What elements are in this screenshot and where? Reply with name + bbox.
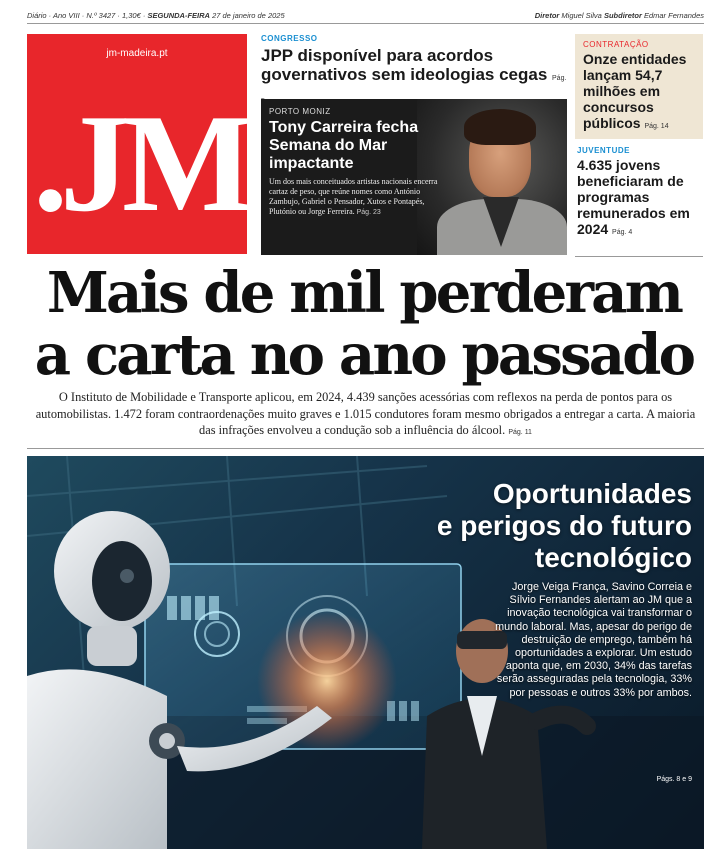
- story-kicker: CONGRESSO: [261, 34, 318, 43]
- feature-title: [372, 478, 692, 574]
- subdirector-name: Edmar Fernandes: [643, 11, 704, 20]
- story-body: [269, 177, 439, 218]
- feature-story[interactable]: [27, 456, 704, 849]
- story-text: [269, 107, 439, 218]
- photo-hair: [464, 109, 536, 145]
- page-ref: Págs. 8 e 9: [656, 776, 692, 783]
- story-headline: [583, 51, 695, 135]
- jm-logo: .JM: [33, 86, 247, 241]
- main-headline-line-2: a carta no ano passado: [34, 322, 694, 388]
- main-lead-text: O Instituto de Mobilidade e Transporte aplicou, em 2024, 4.439 sanções acessórias com reflexos na perda de pontos para os automobilistas. 1.472 foram contraordenações muito graves e 1.015 condutores foram mesmo obrigados a entregar a carta. A maioria das infrações envolveu a condução sob a influência do álcool.: [35, 390, 696, 437]
- story-kicker: PORTO MONIZ: [269, 107, 331, 116]
- masthead: [27, 34, 247, 254]
- main-lead: [27, 389, 704, 442]
- feature-title-line-3: tecnológico: [534, 542, 692, 573]
- subdirector-label: Subdiretor: [603, 11, 642, 20]
- edition-day: SEGUNDA-FEIRA: [147, 11, 210, 20]
- feature-title-line-1: Oportunidades: [492, 478, 692, 509]
- story-headline-text: 4.635 jovens beneficiaram de programas remunerados em 2024: [577, 157, 690, 237]
- page-ref: Pág. 14: [644, 123, 669, 130]
- story-juventude[interactable]: [575, 146, 703, 241]
- feature-body: Jorge Veiga França, Savino Correia e Sílvio Fernandes alertam ao JM que a inovação tecnológica vai transformar o mundo laboral. Mas, apesar do perigo de destruição de emprego, também há oportunidades a explorar. Um estudo aponta que, em 2030, 34% das tarefas serão asseguradas pela tecnologia, 33% por pessoas e outros 33% por ambos.: [495, 581, 692, 699]
- story-contratacao[interactable]: [575, 34, 703, 139]
- page-ref: Pág. 11: [508, 429, 532, 436]
- director-label: Diretor: [534, 11, 560, 20]
- story-headline: Tony Carreira fecha Semana do Mar impactante: [269, 119, 419, 172]
- page-ref: Pág. 4: [612, 229, 633, 236]
- edition-bar: [27, 8, 704, 24]
- edition-date: 27 de janeiro de 2025: [212, 11, 285, 20]
- story-kicker: CONTRATAÇÃO: [583, 40, 649, 49]
- story-body-text: Um dos mais conceituados artistas nacionais encerra cartaz de peso, que reúne nomes como António Zambujo, Gabriel o Pensador, Xutos e Pontapés, Plutónio ou Jorge Ferreira.: [269, 177, 438, 216]
- story-headline-text: JPP disponível para acordos governativos sem ideologias cegas: [261, 46, 548, 84]
- main-headline[interactable]: [20, 262, 708, 386]
- story-kicker: JUVENTUDE: [577, 146, 630, 155]
- feature-title-line-2: e perigos do futuro: [436, 510, 692, 541]
- page-ref: Pág.: [552, 75, 567, 82]
- edition-info: [27, 11, 285, 20]
- staff-info: [535, 11, 704, 20]
- story-headline: [577, 157, 703, 241]
- masthead-url[interactable]: jm-madeira.pt: [106, 48, 168, 59]
- main-headline-line-1: Mais de mil perderam: [46, 260, 682, 326]
- edition-number: Diário · Ano VIII · N.º 3427 · 1,30€ ·: [27, 11, 146, 20]
- story-headline-text: Onze entidades lançam 54,7 milhões em concursos públicos: [583, 51, 687, 131]
- tony-carreira-photo: [417, 99, 567, 255]
- page-ref: Pág. 23: [356, 209, 381, 216]
- story-porto-moniz[interactable]: [261, 99, 567, 255]
- director-name: Miguel Silva: [561, 11, 602, 20]
- divider: [575, 256, 703, 257]
- divider: [27, 448, 704, 449]
